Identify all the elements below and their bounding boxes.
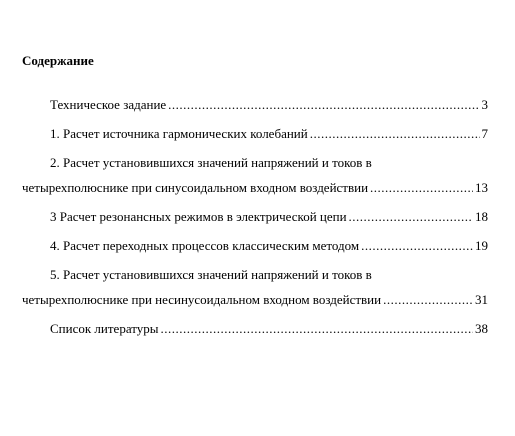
- toc-entry-page: 31: [475, 292, 488, 307]
- toc-entry-title: 3 Расчет резонансных режимов в электрической цепи: [50, 209, 347, 224]
- toc-entry-page: 18: [475, 209, 488, 224]
- toc-entry-title: четырехполюснике при несинусоидальном входном воздействии: [22, 292, 382, 307]
- toc-entry-section-5-line1[interactable]: 5. Расчет установившихся значений напряжений и токов в: [50, 267, 372, 282]
- dot-leader: [383, 292, 473, 308]
- toc-entry-title: 1. Расчет источника гармонических колебаний: [50, 126, 308, 141]
- dot-leader: [161, 321, 474, 337]
- dot-leader: [310, 126, 480, 142]
- toc-entry-section-3[interactable]: [50, 209, 488, 225]
- dot-leader: [168, 97, 479, 113]
- toc-entry-title: четырехполюснике при синусоидальном входном воздействии: [22, 180, 369, 195]
- toc-entry-section-5[interactable]: [22, 292, 488, 308]
- toc-entry-title: Техническое задание: [50, 97, 167, 112]
- toc-entry-references[interactable]: [50, 321, 488, 337]
- toc-entry-section-4[interactable]: [50, 238, 488, 254]
- toc-heading: Содержание: [22, 53, 94, 68]
- toc-entry-page: 38: [475, 321, 488, 336]
- toc-entry-title: 4. Расчет переходных процессов классическим методом: [50, 238, 360, 253]
- toc-entry-page: 19: [475, 238, 488, 253]
- toc-entry-title: Список литературы: [50, 321, 159, 336]
- toc-entry-section-2-line1[interactable]: 2. Расчет установившихся значений напряжений и токов в: [50, 155, 372, 170]
- toc-entry-page: 13: [475, 180, 488, 195]
- dot-leader: [349, 209, 473, 225]
- toc-entry-page: 7: [481, 126, 488, 141]
- toc-entry-section-1[interactable]: [50, 126, 488, 142]
- dot-leader: [361, 238, 473, 254]
- dot-leader: [370, 180, 473, 196]
- toc-entry-section-2[interactable]: [22, 180, 488, 196]
- toc-entry-page: 3: [481, 97, 488, 112]
- toc-entry-technical-task[interactable]: [50, 97, 488, 113]
